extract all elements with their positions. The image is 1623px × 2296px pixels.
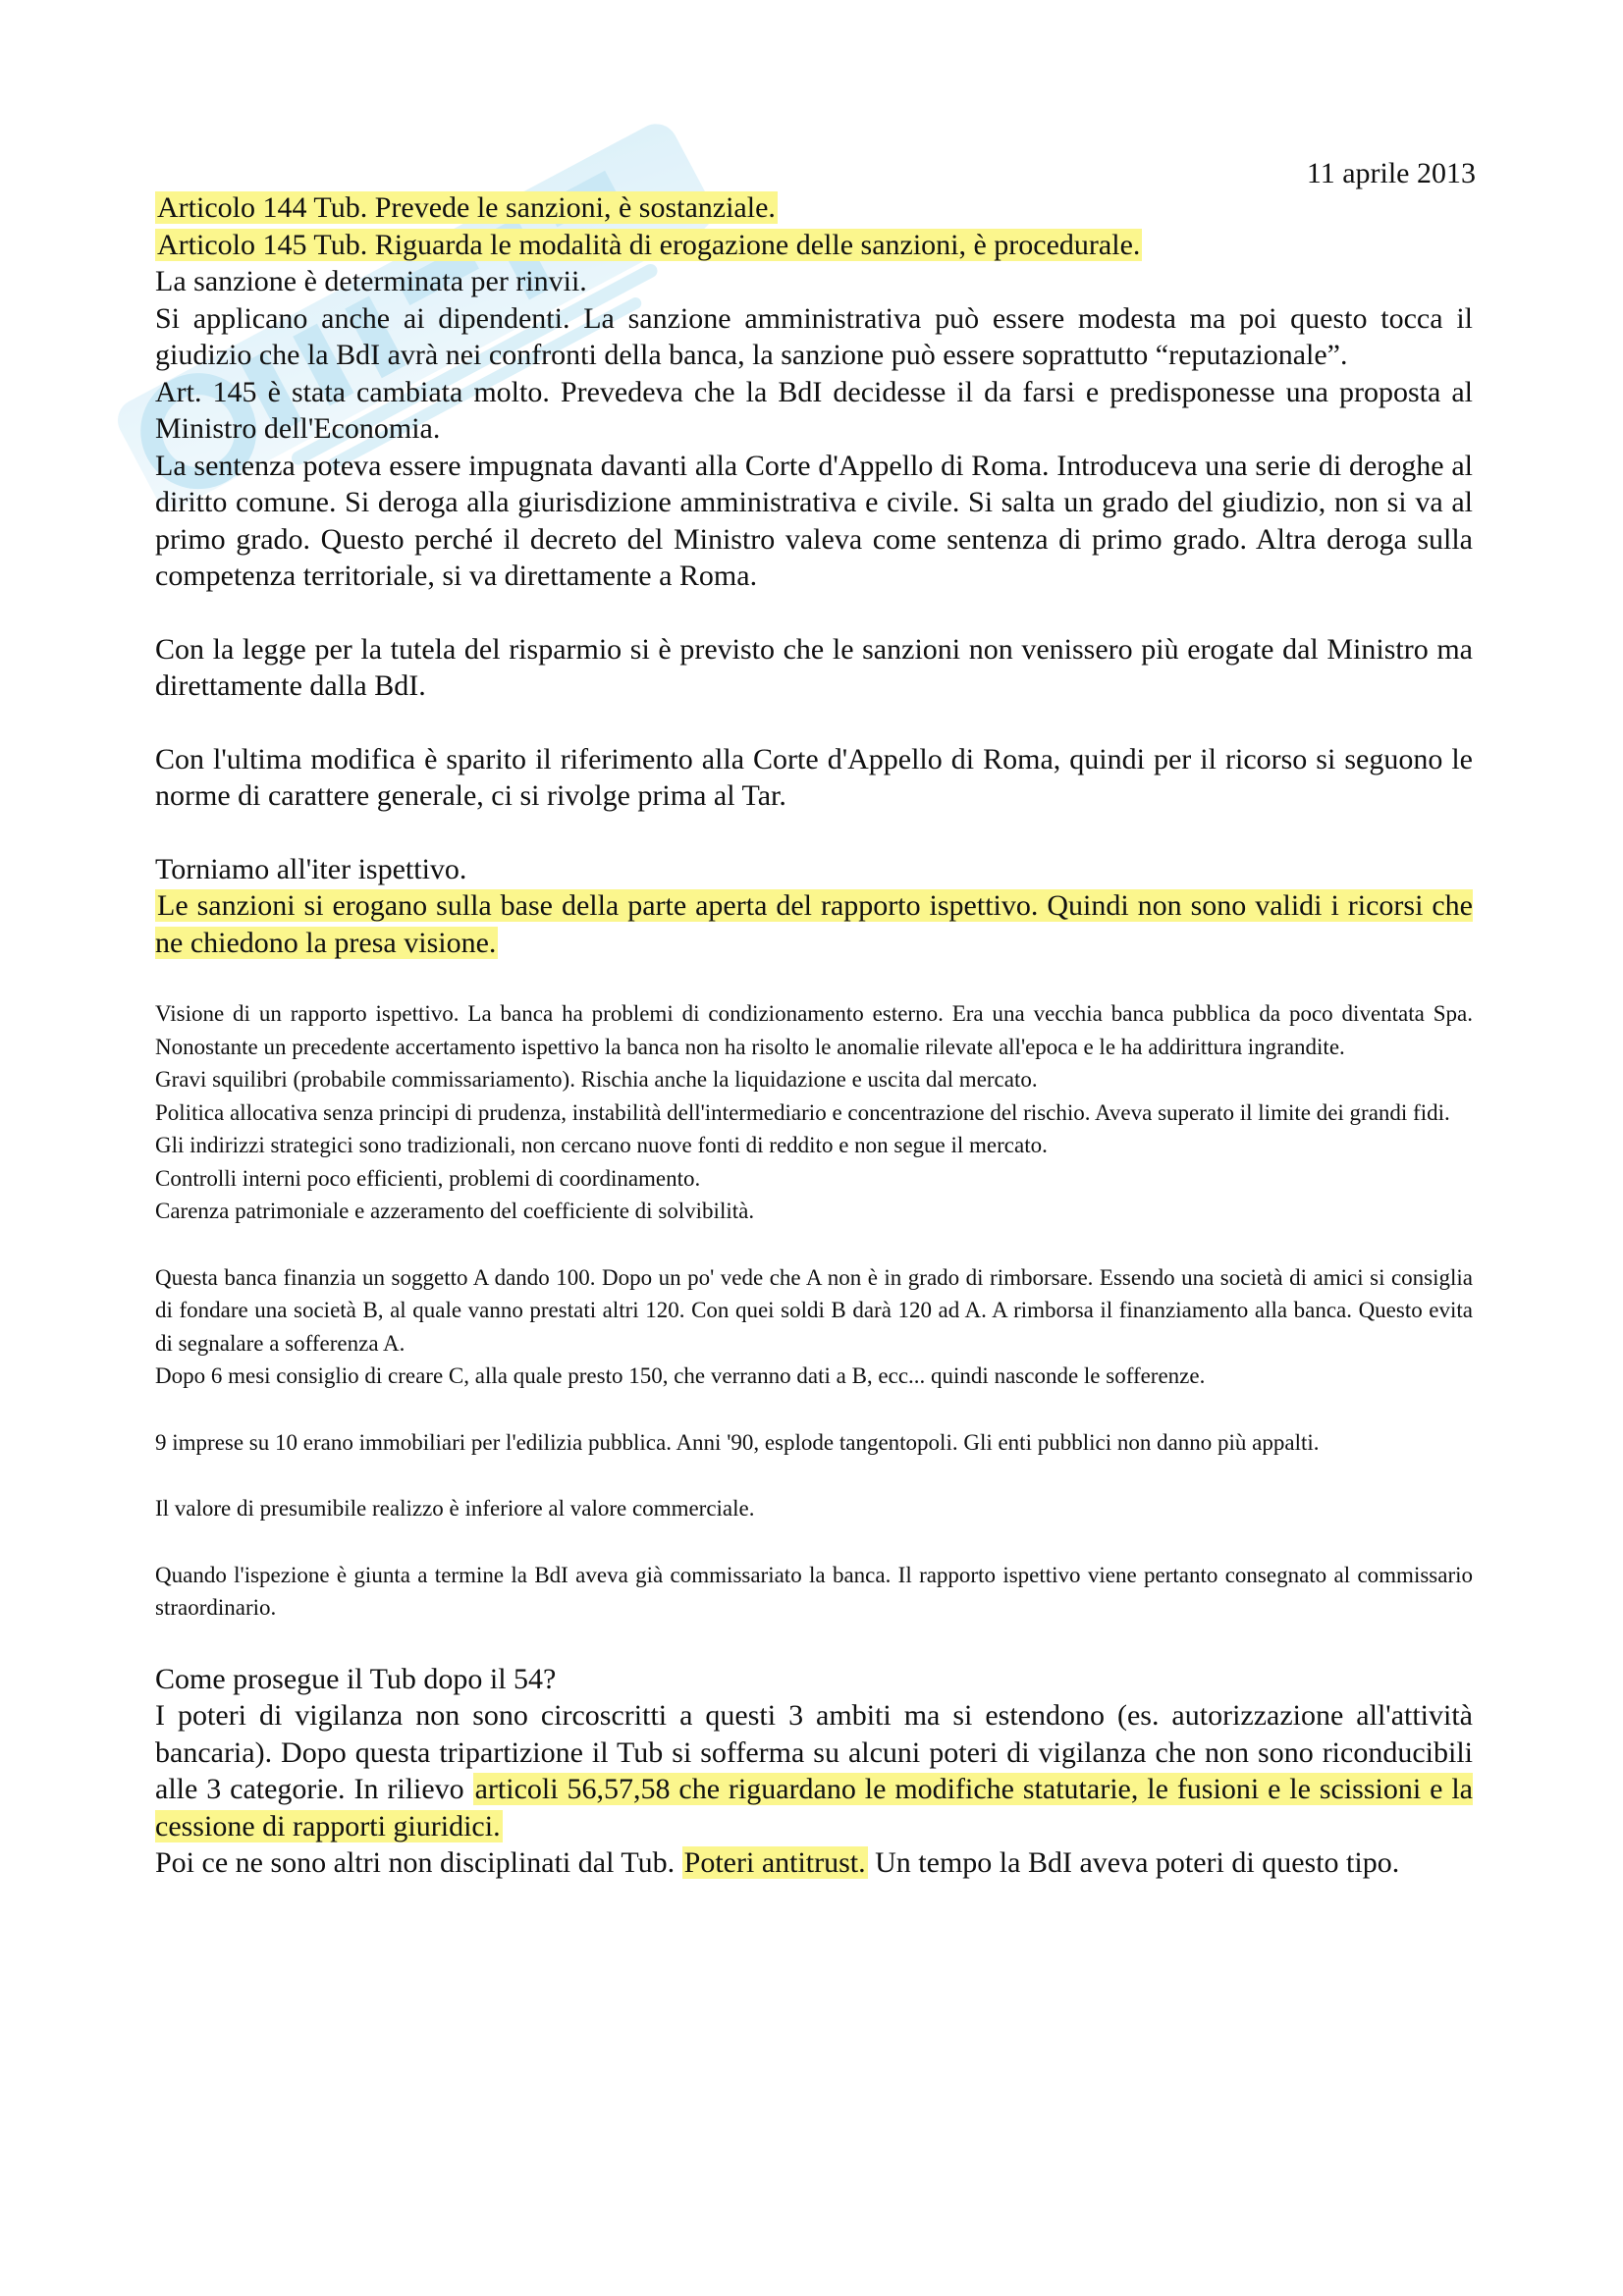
highlighted-text: Le sanzioni si erogano sulla base della parte aperta del rapporto ispettivo. Quindi non sono validi i ricorsi che ne chiedono la presa visione. [155,889,1473,959]
note-paragraph: Carenza patrimoniale e azzeramento del coefficiente di solvibilità. [155,1199,755,1223]
note-paragraph: Dopo 6 mesi consiglio di creare C, alla quale presto 150, che verranno dati a B, ecc... quindi nasconde le sofferenze. [155,1363,1206,1388]
document-date: 11 aprile 2013 [1306,157,1476,189]
highlighted-text: articoli 56,57,58 che riguardano le modifiche statutarie, le fusioni e le scissioni e la cessione di rapporti giuridici. [155,1773,1473,1842]
paragraph: Torniamo all'iter ispettivo. [155,852,467,885]
paragraph: Con l'ultima modifica è sparito il riferimento alla Corte d'Appello di Roma, quindi per il ricorso si seguono le norme di carattere generale, ci si rivolge prima al Tar. [155,742,1473,812]
paragraph: Come prosegue il Tub dopo il 54? [155,1662,557,1695]
paragraph [155,1697,1473,1844]
paragraph [155,1844,1473,1882]
text-run: Un tempo la BdI aveva poteri di questo tipo. [867,1846,1400,1879]
note-paragraph: Il valore di presumibile realizzo è inferiore al valore commerciale. [155,1496,755,1521]
document-body [155,189,1473,1882]
highlighted-text: Articolo 145 Tub. Riguarda le modalità di erogazione delle sanzioni, è procedurale. [157,228,1141,261]
note-paragraph: Politica allocativa senza principi di prudenza, instabilità dell'intermediario e concentrazione del rischio. Aveva superato il limite dei grandi fidi. [155,1099,1450,1125]
highlighted-text: Articolo 144 Tub. Prevede le sanzioni, è sostanziale. [157,191,776,224]
paragraph: Con la legge per la tutela del risparmio si è previsto che le sanzioni non venissero più erogate dal Ministro ma direttamente dalla BdI. [155,632,1473,702]
paragraph [155,189,1473,227]
paragraph: La sentenza poteva essere impugnata davanti alla Corte d'Appello di Roma. Introduceva una serie di deroghe al diritto comune. Si deroga alla giurisdizione amministrativa e civile. Si salta un grado del giudizio, non si va al primo grado. Questo perché il decreto del Ministro valeva come sentenza di primo grado. Altra deroga sulla competenza territoriale, si va direttamente a Roma. [155,449,1473,592]
paragraph [155,887,1473,961]
text-run: Poi ce ne sono altri non disciplinati dal Tub. [155,1846,682,1879]
note-paragraph: Gli indirizzi strategici sono tradizionali, non cercano nuove fonti di reddito e non segue il mercato. [155,1133,1048,1157]
note-paragraph: Gravi squilibri (probabile commissariamento). Rischia anche la liquidazione e uscita dal mercato. [155,1067,1038,1092]
note-paragraph: Visione di un rapporto ispettivo. La banca ha problemi di condizionamento esterno. Era una vecchia banca pubblica da poco diventata Spa. Nonostante un precedente accertamento ispettivo la banca non ha risolto le anomalie rilevate all'epoca e le ha addirittura ingrandite. [155,1001,1473,1059]
note-paragraph: Questa banca finanzia un soggetto A dando 100. Dopo un po' vede che A non è in grado di rimborsare. Essendo una società di amici si consiglia di fondare una società B, al quale vanno prestati altri 120. Con quei soldi B darà 120 ad A. A rimborsa il finanziamento alla banca. Questo evita di segnalare a sofferenza A. [155,1264,1473,1356]
note-paragraph: 9 imprese su 10 erano immobiliari per l'edilizia pubblica. Anni '90, esplode tangentopoli. Gli enti pubblici non danno più appalti. [155,1429,1320,1455]
text-run: I poteri di vigilanza non sono circoscritti a questi 3 ambiti ma si estendono (es. autorizzazione all'attività bancaria). Dopo questa tripartizione il Tub si sofferma su alcuni poteri di vigilanza che non sono riconducibili alle 3 categorie. In rilievo [155,1699,1473,1805]
paragraph: Art. 145 è stata cambiata molto. Prevedeva che la BdI decidesse il da farsi e predisponesse una proposta al Ministro dell'Economia. [155,375,1473,445]
paragraph [155,227,1473,264]
note-paragraph: Controlli interni poco efficienti, problemi di coordinamento. [155,1165,701,1191]
paragraph: Si applicano anche ai dipendenti. La sanzione amministrativa può essere modesta ma poi questo tocca il giudizio che la BdI avrà nei confronti della banca, la sanzione può essere soprattutto “reputazionale”. [155,301,1473,371]
note-paragraph: Quando l'ispezione è giunta a termine la BdI aveva già commissariato la banca. Il rapporto ispettivo viene pertanto consegnato al commissario straordinario. [155,1562,1473,1620]
highlighted-text: Poteri antitrust. [683,1846,866,1879]
paragraph: La sanzione è determinata per rinvii. [155,265,587,297]
